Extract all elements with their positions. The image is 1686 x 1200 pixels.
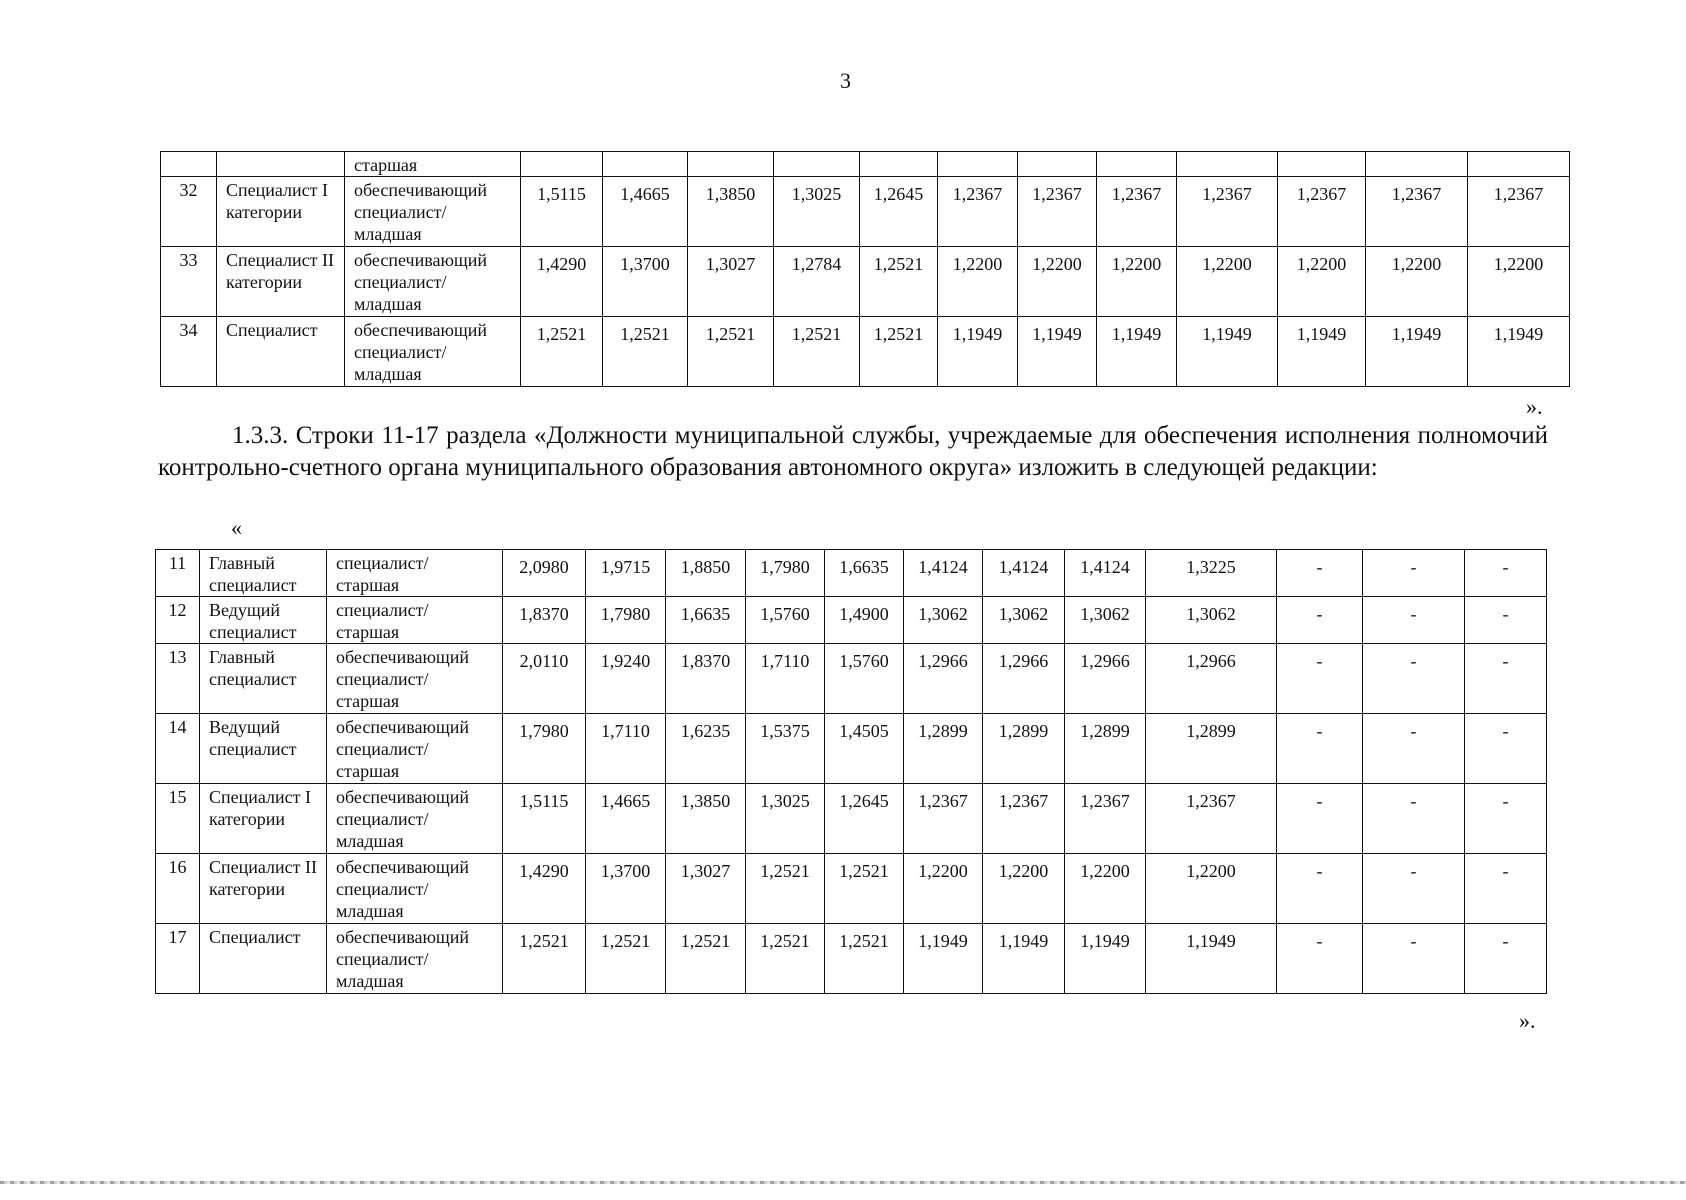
coefficient-cell: 1,3025 (774, 177, 860, 247)
coefficient-cell: 1,2200 (1278, 247, 1366, 317)
coefficient-cell: 1,7980 (746, 550, 825, 597)
table-row (156, 924, 1547, 994)
row-number: 15 (156, 784, 200, 854)
coefficient-cell: 1,9715 (586, 550, 666, 597)
coefficient-cell (860, 152, 938, 177)
category-cell: обеспечивающий специалист/ старшая (327, 644, 503, 714)
coefficient-cell: 1,4900 (825, 597, 904, 644)
coefficient-cell (1177, 152, 1278, 177)
page-number: 3 (840, 68, 851, 93)
coefficient-cell: 1,3027 (688, 247, 774, 317)
coefficient-cell: 1,4290 (503, 854, 586, 924)
row-number (161, 152, 217, 177)
position-cell: Главный специалист (200, 644, 327, 714)
coefficient-cell (774, 152, 860, 177)
position-cell: Специалист I категории (200, 784, 327, 854)
amendment-paragraph: 1.3.3. Строки 11-17 раздела «Должности муниципальной службы, учреждаемые для обеспечения исполнения полномочий контрольно-счетного органа муниципального образования автономного округа» изложить в следующей редакции: (158, 422, 1548, 481)
coefficient-cell: 1,7980 (586, 597, 666, 644)
coefficient-cell: - (1277, 597, 1363, 644)
coefficient-cell: 1,7110 (586, 714, 666, 784)
coefficient-cell: 1,3850 (688, 177, 774, 247)
coefficient-cell: - (1363, 784, 1465, 854)
coefficient-cell: 1,1949 (1097, 317, 1177, 387)
coefficients-table-continued (160, 151, 1570, 387)
coefficient-cell: 1,2521 (688, 317, 774, 387)
closing-quote: ». (1526, 394, 1543, 419)
table-row (161, 247, 1570, 317)
coefficient-cell: - (1277, 644, 1363, 714)
coefficient-cell: 1,2521 (825, 854, 904, 924)
coefficient-cell: 1,2200 (1177, 247, 1278, 317)
coefficient-cell: 1,1949 (1146, 924, 1277, 994)
coefficient-cell (938, 152, 1018, 177)
row-number: 32 (161, 177, 217, 247)
coefficient-cell: 1,5115 (503, 784, 586, 854)
coefficient-cell (1018, 152, 1097, 177)
coefficient-cell: - (1277, 784, 1363, 854)
coefficient-cell: 1,2521 (586, 924, 666, 994)
coefficient-cell: 1,8370 (503, 597, 586, 644)
category-cell: специалист/ старшая (327, 597, 503, 644)
coefficient-cell: 1,2367 (1468, 177, 1570, 247)
row-number: 17 (156, 924, 200, 994)
coefficient-cell: 1,4124 (904, 550, 983, 597)
row-number: 11 (156, 550, 200, 597)
coefficient-cell: 1,2521 (603, 317, 688, 387)
position-cell: Специалист (217, 317, 345, 387)
coefficient-cell: - (1277, 714, 1363, 784)
coefficient-cell: 1,5375 (746, 714, 825, 784)
coefficient-cell: 1,9240 (586, 644, 666, 714)
coefficient-cell: 1,2200 (938, 247, 1018, 317)
coefficient-cell: 2,0110 (503, 644, 586, 714)
position-cell: Ведущий специалист (200, 714, 327, 784)
coefficient-cell: 1,2899 (983, 714, 1065, 784)
coefficient-cell: 1,2966 (904, 644, 983, 714)
coefficient-cell: 1,5115 (521, 177, 603, 247)
coefficient-cell: 1,2367 (1366, 177, 1468, 247)
coefficient-cell: 1,2645 (860, 177, 938, 247)
coefficient-cell: 1,4665 (586, 784, 666, 854)
coefficient-cell: 1,2367 (1278, 177, 1366, 247)
category-cell: обеспечивающий специалист/ старшая (327, 714, 503, 784)
coefficient-cell: 1,1949 (1177, 317, 1278, 387)
coefficient-cell: 1,2367 (1018, 177, 1097, 247)
coefficient-cell: 1,2521 (860, 317, 938, 387)
position-cell: Специалист II категории (200, 854, 327, 924)
row-number: 13 (156, 644, 200, 714)
position-cell: Специалист (200, 924, 327, 994)
category-cell: обеспечивающий специалист/ младшая (327, 854, 503, 924)
coefficient-cell: 1,2367 (1177, 177, 1278, 247)
coefficient-cell (1278, 152, 1366, 177)
coefficient-cell: 1,1949 (1018, 317, 1097, 387)
coefficient-cell: - (1363, 550, 1465, 597)
category-cell: обеспечивающий специалист/ младшая (327, 924, 503, 994)
coefficient-cell (603, 152, 688, 177)
table-row (156, 854, 1547, 924)
table-row (156, 784, 1547, 854)
coefficient-cell: 1,2899 (1065, 714, 1146, 784)
coefficient-cell: 1,2521 (521, 317, 603, 387)
coefficients-table-control-body (155, 549, 1547, 994)
coefficient-cell: 1,7110 (746, 644, 825, 714)
coefficient-cell: 1,2966 (1146, 644, 1277, 714)
coefficient-cell (1468, 152, 1570, 177)
coefficient-cell: 1,1949 (904, 924, 983, 994)
coefficient-cell: - (1465, 597, 1547, 644)
coefficient-cell: 1,1949 (1468, 317, 1570, 387)
position-cell: Главный специалист (200, 550, 327, 597)
closing-quote: ». (1519, 1008, 1536, 1033)
coefficient-cell: 1,3062 (1146, 597, 1277, 644)
coefficient-cell: 1,2200 (1097, 247, 1177, 317)
coefficient-cell: 1,2200 (983, 854, 1065, 924)
coefficient-cell: 1,2200 (904, 854, 983, 924)
category-cell: специалист/ старшая (327, 550, 503, 597)
coefficient-cell: 1,2521 (860, 247, 938, 317)
category-cell: обеспечивающий специалист/ младшая (327, 784, 503, 854)
coefficient-cell: 1,2367 (1065, 784, 1146, 854)
coefficient-cell: 1,4124 (1065, 550, 1146, 597)
coefficient-cell: 1,3225 (1146, 550, 1277, 597)
position-cell: Специалист I категории (217, 177, 345, 247)
table-row (156, 644, 1547, 714)
coefficient-cell: 1,3025 (746, 784, 825, 854)
position-cell: Специалист II категории (217, 247, 345, 317)
coefficient-cell: 1,2521 (774, 317, 860, 387)
coefficient-cell: 1,2899 (904, 714, 983, 784)
coefficient-cell: - (1277, 854, 1363, 924)
coefficient-cell: - (1465, 924, 1547, 994)
coefficient-cell: 1,3062 (983, 597, 1065, 644)
coefficient-cell (1366, 152, 1468, 177)
coefficient-cell: - (1363, 714, 1465, 784)
coefficient-cell (688, 152, 774, 177)
category-cell: обеспечивающий специалист/ младшая (345, 247, 521, 317)
coefficient-cell: 1,2367 (983, 784, 1065, 854)
coefficient-cell: 1,2367 (1097, 177, 1177, 247)
coefficient-cell: 1,3850 (666, 784, 746, 854)
position-cell: Ведущий специалист (200, 597, 327, 644)
table-row (161, 317, 1570, 387)
coefficient-cell: 1,5760 (746, 597, 825, 644)
category-cell: обеспечивающий специалист/ младшая (345, 177, 521, 247)
coefficient-cell: 1,2200 (1018, 247, 1097, 317)
scan-edge-artifact (0, 1181, 1686, 1184)
coefficient-cell: 1,3700 (586, 854, 666, 924)
coefficient-cell: - (1363, 924, 1465, 994)
coefficient-cell: 1,6235 (666, 714, 746, 784)
coefficient-cell: 1,3027 (666, 854, 746, 924)
coefficient-cell: 1,1949 (1366, 317, 1468, 387)
row-number: 33 (161, 247, 217, 317)
coefficient-cell: - (1363, 597, 1465, 644)
coefficient-cell: 1,6635 (825, 550, 904, 597)
category-cell: обеспечивающий специалист/ младшая (345, 317, 521, 387)
coefficient-cell: 1,2521 (746, 854, 825, 924)
table-row (161, 152, 1570, 177)
coefficient-cell: 1,2899 (1146, 714, 1277, 784)
coefficient-cell: 1,4505 (825, 714, 904, 784)
coefficient-cell: 1,2200 (1065, 854, 1146, 924)
coefficient-cell: - (1465, 854, 1547, 924)
coefficient-cell: 1,2521 (503, 924, 586, 994)
coefficient-cell: 1,2367 (938, 177, 1018, 247)
coefficient-cell: 1,2200 (1468, 247, 1570, 317)
coefficient-cell: 1,2966 (1065, 644, 1146, 714)
coefficient-cell: 2,0980 (503, 550, 586, 597)
coefficient-cell: 1,2521 (825, 924, 904, 994)
row-number: 14 (156, 714, 200, 784)
coefficient-cell: 1,2367 (904, 784, 983, 854)
coefficient-cell: - (1465, 714, 1547, 784)
row-number: 12 (156, 597, 200, 644)
coefficient-cell: 1,1949 (938, 317, 1018, 387)
coefficient-cell: - (1363, 644, 1465, 714)
coefficient-cell: 1,8850 (666, 550, 746, 597)
coefficient-cell (1097, 152, 1177, 177)
table-row (156, 714, 1547, 784)
coefficient-cell: 1,1949 (1278, 317, 1366, 387)
coefficient-cell: 1,1949 (983, 924, 1065, 994)
coefficient-cell: 1,3062 (904, 597, 983, 644)
coefficient-cell: 1,3700 (603, 247, 688, 317)
coefficient-cell: 1,7980 (503, 714, 586, 784)
coefficient-cell (521, 152, 603, 177)
coefficient-cell: - (1277, 550, 1363, 597)
position-cell (217, 152, 345, 177)
table-row (161, 177, 1570, 247)
coefficient-cell: - (1465, 784, 1547, 854)
coefficient-cell: 1,2521 (666, 924, 746, 994)
coefficient-cell: 1,6635 (666, 597, 746, 644)
coefficient-cell: - (1363, 854, 1465, 924)
coefficient-cell: 1,2966 (983, 644, 1065, 714)
coefficient-cell: 1,2645 (825, 784, 904, 854)
category-cell: старшая (345, 152, 521, 177)
coefficient-cell: - (1465, 550, 1547, 597)
row-number: 16 (156, 854, 200, 924)
coefficient-cell: 1,2784 (774, 247, 860, 317)
coefficient-cell: 1,5760 (825, 644, 904, 714)
coefficient-cell: 1,4665 (603, 177, 688, 247)
coefficient-cell: 1,2200 (1366, 247, 1468, 317)
coefficient-cell: - (1465, 644, 1547, 714)
table-row (156, 550, 1547, 597)
coefficient-cell: - (1277, 924, 1363, 994)
coefficient-cell: 1,2200 (1146, 854, 1277, 924)
opening-quote: « (231, 515, 242, 540)
coefficient-cell: 1,1949 (1065, 924, 1146, 994)
coefficient-cell: 1,4290 (521, 247, 603, 317)
table-row (156, 597, 1547, 644)
coefficient-cell: 1,2521 (746, 924, 825, 994)
coefficient-cell: 1,2367 (1146, 784, 1277, 854)
coefficient-cell: 1,4124 (983, 550, 1065, 597)
coefficient-cell: 1,3062 (1065, 597, 1146, 644)
coefficient-cell: 1,8370 (666, 644, 746, 714)
row-number: 34 (161, 317, 217, 387)
